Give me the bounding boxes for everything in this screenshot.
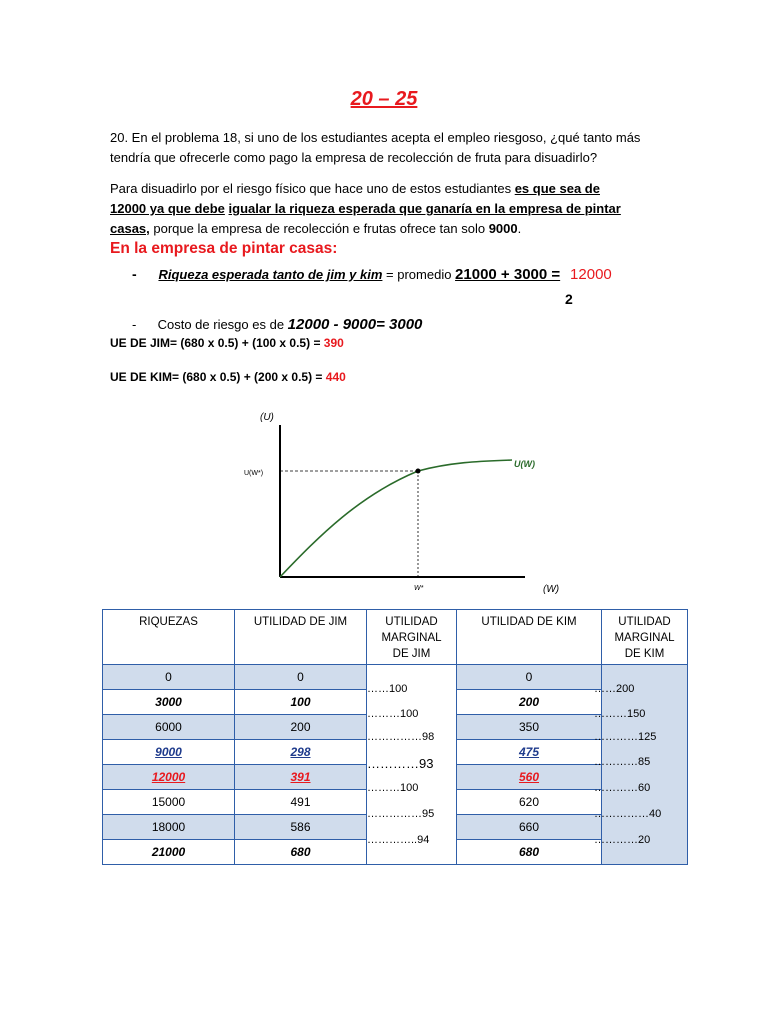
w-star-point — [416, 469, 421, 474]
ue-kim — [110, 370, 346, 384]
ue-kim-value: 440 — [325, 370, 346, 384]
answer-underline-1: es que sea de — [514, 181, 600, 196]
marginal-value: …………85 — [594, 756, 651, 768]
cell-riqueza: 6000 — [103, 715, 235, 740]
answer-text-1: Para disuadirlo por el riesgo físico que hace uno de estos estudiantes — [110, 181, 515, 196]
ue-jim-value: 390 — [323, 336, 344, 350]
header-riquezas: RIQUEZAS — [103, 610, 235, 665]
y-axis-label: (U) — [260, 412, 274, 423]
marginal-value: ……………98 — [367, 731, 435, 743]
cell-riqueza: 18000 — [103, 815, 235, 840]
divisor: 2 — [565, 291, 573, 307]
cell-utilidad-kim: 0 — [457, 665, 602, 690]
marginal-value: ……………40 — [594, 808, 662, 820]
cell-utilidad-jim: 680 — [235, 840, 367, 865]
cell-riqueza: 3000 — [103, 690, 235, 715]
answer-underline-3: igualar la riqueza esperada que ganaría en la empresa de pintar — [228, 201, 621, 216]
risk-cost-label: Costo de riesgo es de — [157, 317, 288, 332]
header-marginal-jim: UTILIDAD MARGINAL DE JIM — [367, 610, 457, 665]
curve-label: U(W) — [514, 459, 535, 469]
cell-utilidad-kim: 200 — [457, 690, 602, 715]
cell-utilidad-jim: 586 — [235, 815, 367, 840]
header-marginal-kim: UTILIDAD MARGINAL DE KIM — [602, 610, 688, 665]
cell-riqueza: 9000 — [103, 740, 235, 765]
cell-utilidad-kim: 660 — [457, 815, 602, 840]
header-utilidad-jim: UTILIDAD DE JIM — [235, 610, 367, 665]
marginal-value: …………20 — [594, 834, 651, 846]
marginal-value: ………100 — [367, 708, 419, 720]
marginal-value: ……100 — [367, 683, 408, 695]
cell-utilidad-kim: 680 — [457, 840, 602, 865]
marginal-value: …………93 — [367, 756, 434, 771]
risk-cost-formula: 12000 - 9000= 3000 — [287, 316, 423, 333]
w-star-label: W* — [414, 585, 424, 592]
subheading: En la empresa de pintar casas: — [110, 240, 338, 257]
marginal-value: ……200 — [594, 683, 635, 695]
bullet-1 — [132, 266, 612, 283]
cell-riqueza: 21000 — [103, 840, 235, 865]
average-formula: 21000 + 3000 = — [455, 266, 561, 283]
cell-utilidad-jim: 298 — [235, 740, 367, 765]
bullet-dash: - — [132, 317, 137, 332]
page-title: 20 – 25 — [350, 88, 418, 110]
marginal-value: ………150 — [594, 708, 646, 720]
ue-jim-formula: UE DE JIM= (680 x 0.5) + (100 x 0.5) = — [110, 336, 324, 350]
cell-riqueza: 15000 — [103, 790, 235, 815]
answer-underline-2: 12000 ya que debe — [110, 201, 225, 216]
cell-utilidad-kim: 350 — [457, 715, 602, 740]
marginal-value: ………100 — [367, 782, 419, 794]
marginal-jim-column — [367, 665, 457, 865]
answer-bold-value: 9000 — [488, 221, 518, 236]
answer-underline-4: casas, — [110, 221, 150, 236]
question-text: 20. En el problema 18, si uno de los estudiantes acepta el empleo riesgoso, ¿qué tanto más tendría que ofrecerle como pago la empresa de recolección de fruta para disuadirlo? — [110, 130, 641, 165]
marginal-value: ……………95 — [367, 808, 435, 820]
cell-utilidad-jim: 0 — [235, 665, 367, 690]
utility-graph — [230, 405, 570, 600]
marginal-kim-column — [594, 665, 688, 865]
marginal-value: …………125 — [594, 731, 657, 743]
bullet-dash: - — [132, 266, 137, 282]
answer-period: . — [517, 221, 522, 236]
table-row — [103, 665, 688, 690]
cell-riqueza: 12000 — [103, 765, 235, 790]
expected-wealth-label: Riqueza esperada tanto de jim y kim — [158, 267, 383, 282]
utility-curve — [280, 460, 512, 577]
cell-utilidad-kim: 475 — [457, 740, 602, 765]
average-label: = promedio — [382, 267, 456, 282]
ue-kim-formula: UE DE KIM= (680 x 0.5) + (200 x 0.5) = — [110, 370, 326, 384]
average-result: 12000 — [570, 266, 612, 283]
marginal-value: …………..94 — [367, 834, 430, 846]
marginal-value: …………60 — [594, 782, 651, 794]
bullet-2 — [132, 316, 422, 333]
answer-paragraph — [110, 179, 670, 239]
ue-jim — [110, 336, 344, 350]
u-star-label: U(W*) — [244, 470, 264, 477]
cell-riqueza: 0 — [103, 665, 235, 690]
table-header-row — [103, 610, 688, 665]
cell-utilidad-jim: 100 — [235, 690, 367, 715]
cell-utilidad-jim: 391 — [235, 765, 367, 790]
cell-utilidad-jim: 200 — [235, 715, 367, 740]
cell-utilidad-kim: 560 — [457, 765, 602, 790]
utility-table — [102, 609, 688, 865]
cell-utilidad-jim: 491 — [235, 790, 367, 815]
answer-text-2: porque la empresa de recolección e frutas ofrece tan solo — [149, 221, 489, 236]
x-axis-label: (W) — [543, 584, 560, 595]
cell-utilidad-kim: 620 — [457, 790, 602, 815]
header-utilidad-kim: UTILIDAD DE KIM — [457, 610, 602, 665]
